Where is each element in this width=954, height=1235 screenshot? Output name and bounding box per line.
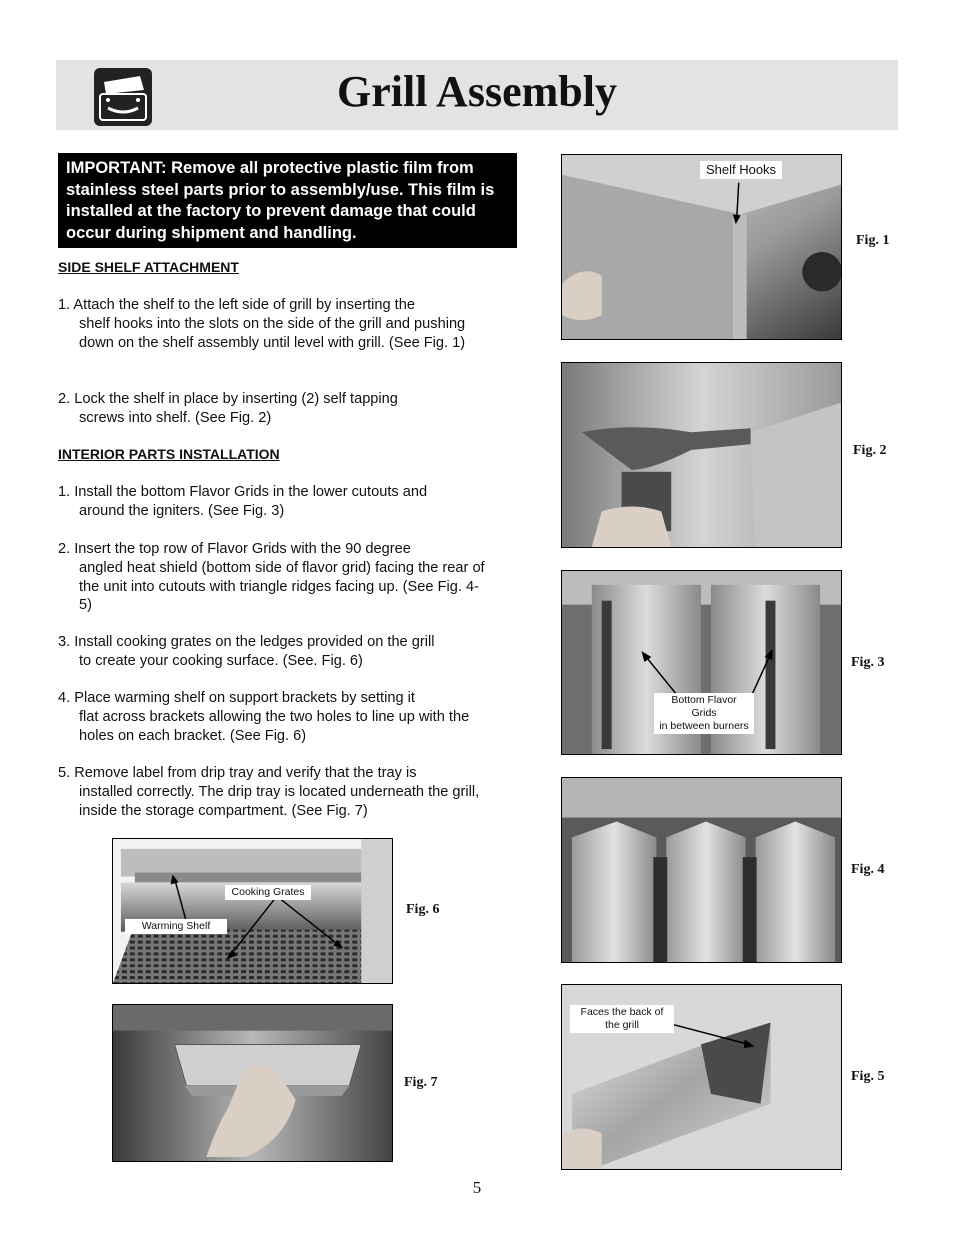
interior-step-5 (58, 764, 488, 820)
figure-6-label: Fig. 6 (406, 902, 440, 917)
step-first-line: 4. Place warming shelf on support brackets by setting it (58, 690, 415, 706)
figure-1-label: Fig. 1 (856, 233, 890, 248)
callout-line: Bottom Flavor Grids (671, 694, 737, 719)
interior-step-1 (58, 483, 488, 521)
interior-step-4 (58, 689, 488, 745)
step-first-line: 5. Remove label from drip tray and verify that the tray is (58, 765, 417, 781)
figure-3-photo (561, 570, 842, 755)
step-continuation: shelf hooks into the slots on the side of the grill and pushing down on the shelf assembly until level with grill. (See Fig. 1) (79, 315, 466, 351)
figure-7-label: Fig. 7 (404, 1075, 438, 1090)
page-header (56, 60, 898, 130)
callout-line: in between burners (659, 720, 749, 732)
interior-step-2 (58, 540, 488, 615)
page-number: 5 (472, 1178, 482, 1197)
callout-line: Faces the back of (580, 1006, 664, 1018)
side-shelf-step-2 (58, 390, 488, 428)
side-shelf-heading: SIDE SHELF ATTACHMENT (58, 259, 239, 275)
step-continuation: installed correctly. The drip tray is located underneath the grill, inside the storage compartment. (See Fig. 7) (79, 783, 480, 819)
figure-4-photo (561, 777, 842, 963)
figure-6-photo (112, 838, 393, 984)
shelf-hooks-callout: Shelf Hooks (700, 161, 782, 179)
warming-shelf-callout: Warming Shelf (125, 919, 227, 934)
step-continuation: screws into shelf. (See Fig. 2) (79, 409, 272, 426)
flavor-grids-callout (654, 693, 754, 734)
figure-3-label: Fig. 3 (851, 655, 885, 670)
figure-5-photo (561, 984, 842, 1170)
step-continuation: to create your cooking surface. (See. Fig. 6) (79, 652, 363, 669)
figure-2-photo (561, 362, 842, 548)
step-first-line: 1. Install the bottom Flavor Grids in the lower cutouts and (58, 484, 428, 500)
page-title: Grill Assembly (337, 67, 617, 116)
step-continuation: flat across brackets allowing the two holes to line up with the holes on each bracket. (See Fig. 6) (79, 708, 470, 744)
figure-7-photo (112, 1004, 393, 1162)
faces-back-callout (570, 1005, 674, 1033)
figure-5-label: Fig. 5 (851, 1069, 885, 1084)
figure-1-photo (561, 154, 842, 340)
interior-step-3 (58, 633, 488, 671)
figure-2-label: Fig. 2 (853, 443, 887, 458)
figure-4-label: Fig. 4 (851, 862, 885, 877)
step-first-line: 2. Lock the shelf in place by inserting (2) self tapping (58, 391, 398, 407)
side-shelf-step-1 (58, 296, 488, 352)
step-first-line: 1. Attach the shelf to the left side of grill by inserting the (58, 297, 415, 313)
callout-line: the grill (605, 1019, 639, 1031)
step-first-line: 3. Install cooking grates on the ledges provided on the grill (58, 634, 435, 650)
interior-parts-heading: INTERIOR PARTS INSTALLATION (58, 446, 280, 462)
step-continuation: around the igniters. (See Fig. 3) (79, 502, 285, 519)
step-continuation: angled heat shield (bottom side of flavor grid) facing the rear of the unit into cutouts with triangle ridges facing up. (See Fig. 4-5) (79, 559, 485, 614)
important-notice: IMPORTANT: Remove all protective plastic film from stainless steel parts prior to assembly/use. This film is installed at the factory to prevent damage that could occur during shipment and handling. (58, 153, 517, 248)
step-first-line: 2. Insert the top row of Flavor Grids with the 90 degree (58, 541, 411, 557)
cooking-grates-callout: Cooking Grates (225, 885, 311, 900)
